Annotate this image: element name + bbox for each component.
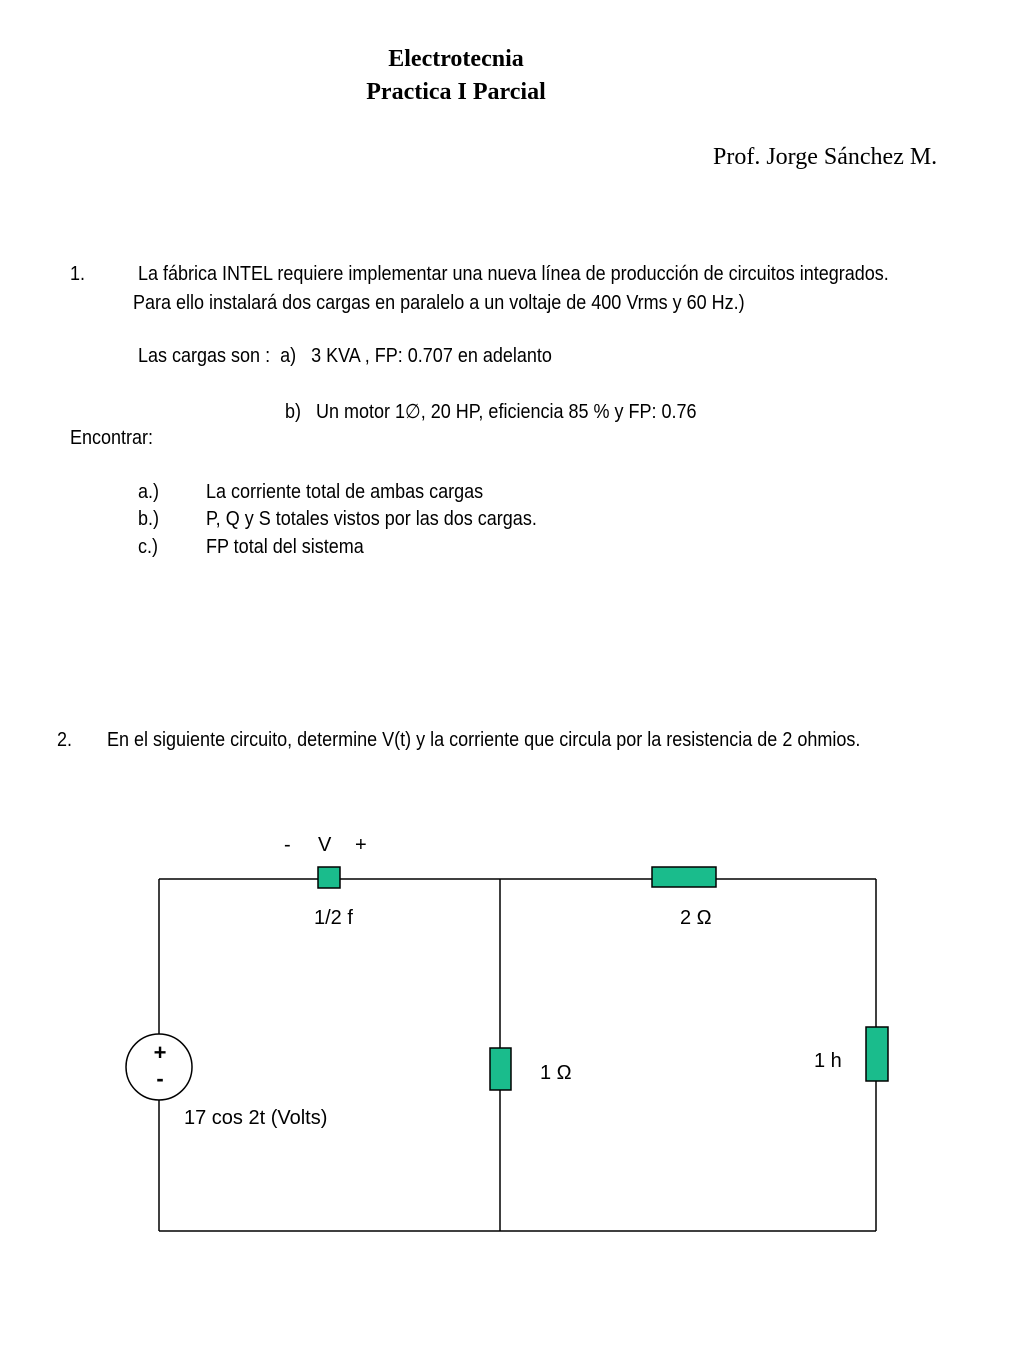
- document-title: Electrotecnia: [388, 46, 524, 72]
- voltage-plus-label: +: [355, 834, 367, 856]
- problem1-item-a-text: La corriente total de ambas cargas: [206, 481, 484, 503]
- problem1-item-c-text: FP total del sistema: [206, 536, 364, 558]
- inductor-symbol: [866, 1027, 888, 1081]
- source-label: 17 cos 2t (Volts): [184, 1107, 328, 1129]
- problem1-line2: Para ello instalará dos cargas en paralelo a un voltaje de 400 Vrms y 60 Hz.): [133, 292, 745, 314]
- circuit-wires: [159, 879, 876, 1231]
- capacitor-symbol: [318, 867, 340, 888]
- capacitor-label: 1/2 f: [314, 907, 353, 929]
- source-minus-sign: -: [156, 1066, 164, 1091]
- resistor-2-label: 2 Ω: [680, 907, 712, 929]
- inductor-label: 1 h: [814, 1050, 842, 1072]
- problem1-item-b-text: P, Q y S totales vistos por las dos cargas.: [206, 508, 537, 530]
- problem1-load-b: b) Un motor 1∅, 20 HP, eficiencia 85 % y FP: 0.76: [285, 401, 697, 423]
- problem1-loads-intro: Las cargas son : a) 3 KVA , FP: 0.707 en adelanto: [138, 345, 552, 367]
- problem2-number: 2.: [57, 729, 73, 751]
- professor-name: Prof. Jorge Sánchez M.: [713, 144, 938, 170]
- document-subtitle: Practica I Parcial: [366, 79, 546, 105]
- voltage-minus-label: -: [284, 834, 291, 856]
- problem1-item-b-letter: b.): [138, 508, 160, 530]
- source-plus-sign: +: [153, 1040, 167, 1065]
- resistor-1-ohm-symbol: [490, 1048, 511, 1090]
- problem1-line1: La fábrica INTEL requiere implementar una nueva línea de producción de circuitos integrados.: [138, 263, 889, 285]
- problem1-item-a-letter: a.): [138, 481, 160, 503]
- voltage-v-label: V: [318, 834, 332, 856]
- problem1-find-label: Encontrar:: [70, 427, 154, 449]
- problem1-item-c-letter: c.): [138, 536, 158, 558]
- problem2-text: En el siguiente circuito, determine V(t) y la corriente que circula por la resistencia de 2 ohmios.: [107, 729, 861, 751]
- resistor-2-ohm-symbol: [652, 867, 716, 887]
- problem1-number: 1.: [70, 263, 86, 285]
- resistor-1-label: 1 Ω: [540, 1062, 572, 1084]
